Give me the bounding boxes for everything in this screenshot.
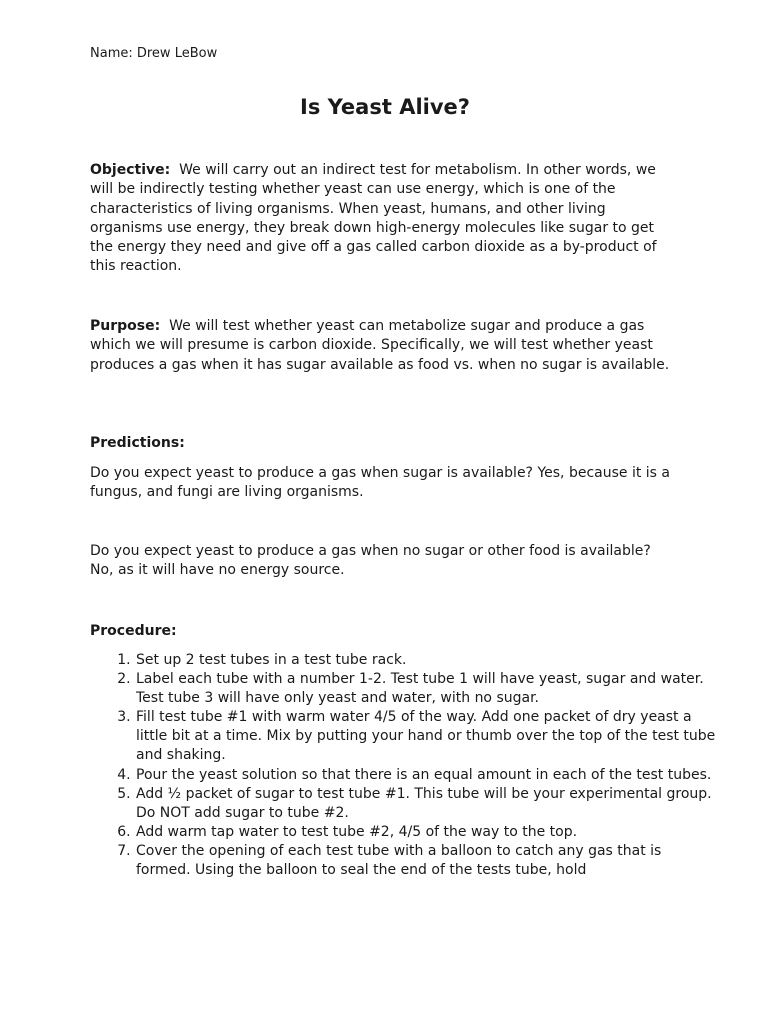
page-title: Is Yeast Alive? bbox=[300, 95, 470, 119]
objective-paragraph bbox=[90, 161, 674, 277]
purpose-text: We will test whether yeast can metabolize sugar and produce a gas which we will presume is carbon dioxide. Specifically, we will test whether yeast produces a gas when it has sugar available as food vs. when no sugar is available. bbox=[90, 318, 670, 373]
procedure-step: 3. Fill test tube #1 with warm water 4/5 of the way. Add one packet of dry yeast a little bit at a time. Mix by putting your hand or thumb over the top of the test tube and shaking. bbox=[135, 708, 719, 765]
document-page bbox=[90, 44, 716, 879]
procedure-heading: Procedure: bbox=[90, 623, 177, 639]
procedure-step: 4. Pour the yeast solution so that there is an equal amount in each of the test tubes. bbox=[135, 766, 719, 785]
objective-label: Objective: bbox=[90, 162, 171, 178]
procedure-step: 5. Add ½ packet of sugar to test tube #1. This tube will be your experimental group. Do NOT add sugar to tube #2. bbox=[135, 785, 719, 823]
procedure-step: 6. Add warm tap water to test tube #2, 4/5 of the way to the top. bbox=[135, 823, 719, 842]
procedure-list bbox=[90, 651, 719, 880]
purpose-label: Purpose: bbox=[90, 318, 161, 334]
objective-text: We will carry out an indirect test for metabolism. In other words, we will be indirectly testing whether yeast can use energy, which is one of the characteristics of living organisms. When yeast, humans, and other living organisms use energy, they break down high-energy molecules like sugar to get the energy they need and give off a gas called carbon dioxide as a by-product of this reaction. bbox=[90, 162, 657, 275]
student-name: Name: Drew LeBow bbox=[90, 46, 218, 61]
procedure-step: 7. Cover the opening of each test tube with a balloon to catch any gas that is formed. Using the balloon to seal the end of the tests tube, hold bbox=[135, 842, 719, 880]
procedure-step: 1. Set up 2 test tubes in a test tube rack. bbox=[135, 651, 719, 670]
prediction-question-1: Do you expect yeast to produce a gas when sugar is available? Yes, because it is a fungus, and fungi are living organisms. bbox=[90, 465, 670, 501]
procedure-step: 2. Label each tube with a number 1-2. Test tube 1 will have yeast, sugar and water. Test tube 3 will have only yeast and water, with no sugar. bbox=[135, 670, 719, 708]
prediction-question-2: Do you expect yeast to produce a gas when no sugar or other food is available? No, as it will have no energy source. bbox=[90, 543, 651, 579]
purpose-paragraph bbox=[90, 317, 674, 375]
predictions-heading: Predictions: bbox=[90, 435, 185, 451]
